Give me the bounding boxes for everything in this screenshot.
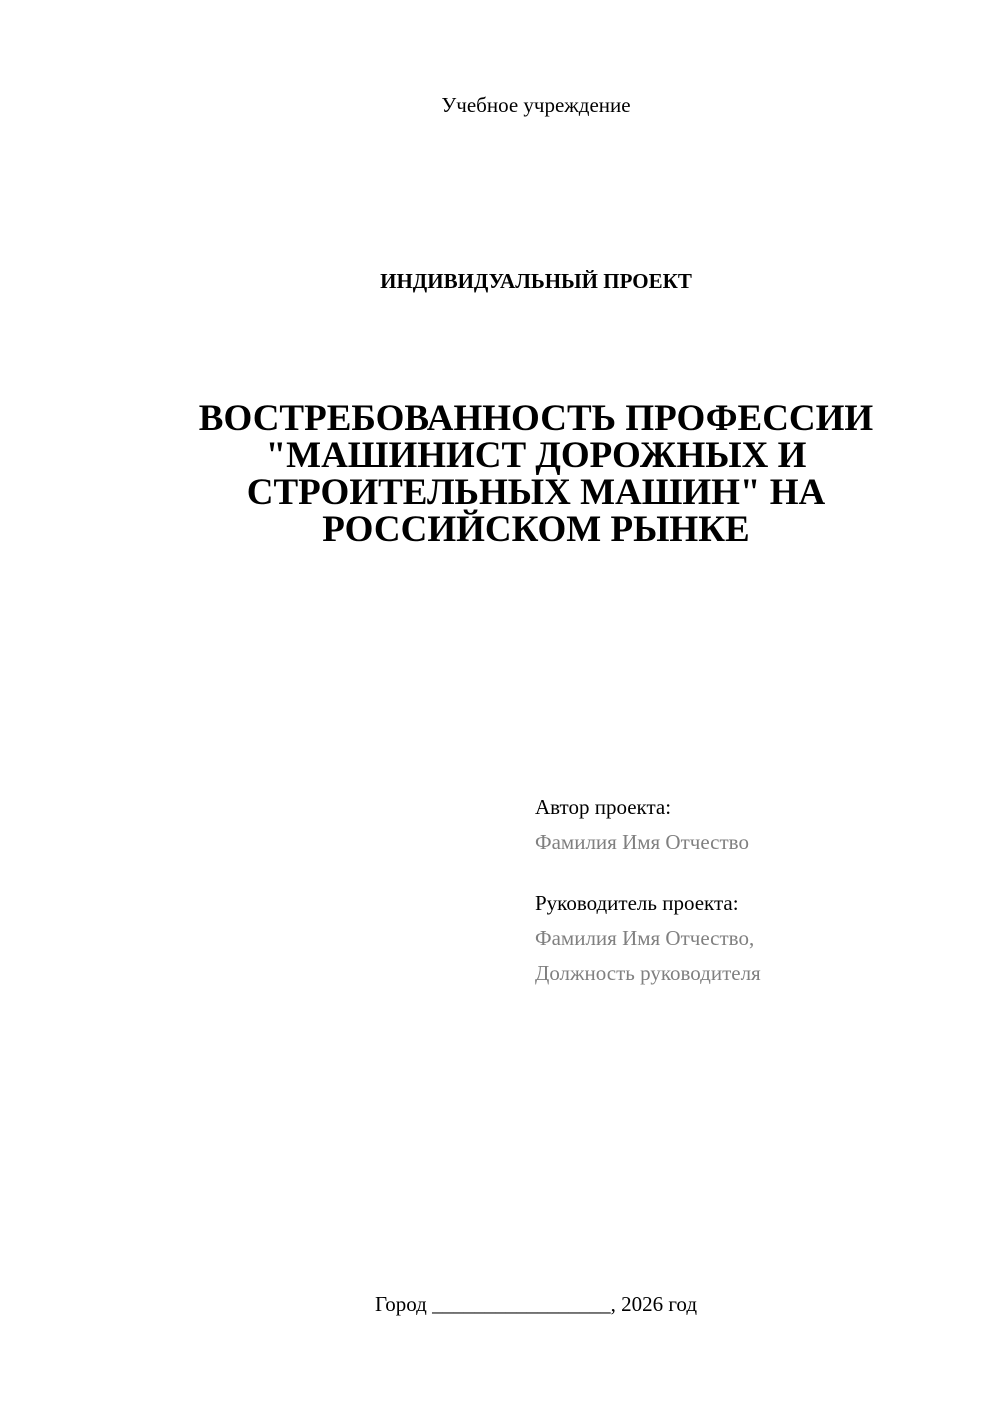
spacer (535, 860, 975, 886)
institution-name: Учебное учреждение (441, 93, 631, 117)
project-title-line: "МАШИНИСТ ДОРОЖНЫХ И (265, 435, 807, 476)
supervisor-position: Должность руководителя (535, 961, 761, 985)
city-year-line: Город _________________, 2026 год (374, 1292, 698, 1316)
author-name: Фамилия Имя Отчество (535, 830, 749, 854)
project-title-line: СТРОИТЕЛЬНЫХ МАШИН" НА (246, 472, 826, 513)
author-label: Автор проекта: (535, 795, 672, 819)
project-title-line: РОССИЙСКОМ РЫНКЕ (322, 509, 750, 550)
project-people (535, 790, 975, 991)
supervisor-name: Фамилия Имя Отчество, (535, 926, 755, 950)
project-title-line: ВОСТРЕБОВАННОСТЬ ПРОФЕССИИ (198, 398, 874, 439)
supervisor-label: Руководитель проекта: (535, 891, 739, 915)
document-type: ИНДИВИДУАЛЬНЫЙ ПРОЕКТ (380, 269, 692, 293)
project-title (160, 400, 912, 548)
